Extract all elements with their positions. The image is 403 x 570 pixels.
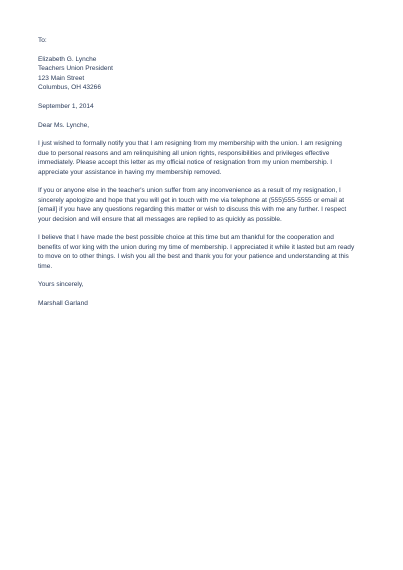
paragraph-resignation-notice <box>38 139 370 177</box>
paragraph-line: benefits of wor king with the union during my time of membership. I appreciated it while it lasted but am ready <box>38 243 355 251</box>
recipient-address <box>38 55 370 93</box>
letter-date: September 1, 2014 <box>38 102 94 110</box>
closing: Yours sincerely, <box>38 281 84 289</box>
recipient-street: 123 Main Street <box>38 74 85 82</box>
spacer <box>38 177 370 186</box>
resignation-letter <box>38 36 370 309</box>
paragraph-line: sincerely apologize and hope that you will get in touch with me via telephone at (555)555-5555 or email at <box>38 196 345 204</box>
recipient-name: Elizabeth G. Lynche <box>38 55 97 63</box>
paragraph-line: your decision and will ensure that all messages are replied to as quickly as possible. <box>38 215 282 223</box>
spacer <box>38 111 370 120</box>
signature-name: Marshall Garland <box>38 300 88 308</box>
paragraph-line: immediately. Please accept this letter as my official notice of resignation from my union membership. I <box>38 159 333 167</box>
to-label: To: <box>38 37 47 44</box>
recipient-city: Columbus, OH 43266 <box>38 84 101 92</box>
paragraph-line: If you or anyone else in the teacher's union suffer from any inconvenience as a result of my resignation, I <box>38 187 341 195</box>
paragraph-line: to move on to other things. I wish you all the best and thank you for your patience and understanding at this <box>38 253 349 261</box>
paragraph-line: due to personal reasons and am relinquishing all union rights, responsibilities and privileges effective <box>38 149 330 157</box>
paragraph-line: I just wished to formally notify you that I am resigning from my membership with the union. I am resigning <box>38 140 342 148</box>
spacer <box>38 130 370 139</box>
recipient-title: Teachers Union President <box>38 65 113 73</box>
spacer <box>38 290 370 299</box>
paragraph-line: [email] if you have any questions regarding this matter or wish to discuss this with me any further. I respect <box>38 206 347 214</box>
spacer <box>38 224 370 233</box>
paragraph-line: time. <box>38 262 53 270</box>
paragraph-line: appreciate your assistance in having my membership removed. <box>38 168 222 176</box>
spacer <box>38 271 370 280</box>
paragraph-gratitude <box>38 233 370 271</box>
paragraph-contact <box>38 186 370 224</box>
spacer <box>38 92 370 101</box>
salutation: Dear Ms. Lynche, <box>38 121 90 129</box>
paragraph-line: I believe that I have made the best possible choice at this time but am thankful for the cooperation and <box>38 234 334 242</box>
